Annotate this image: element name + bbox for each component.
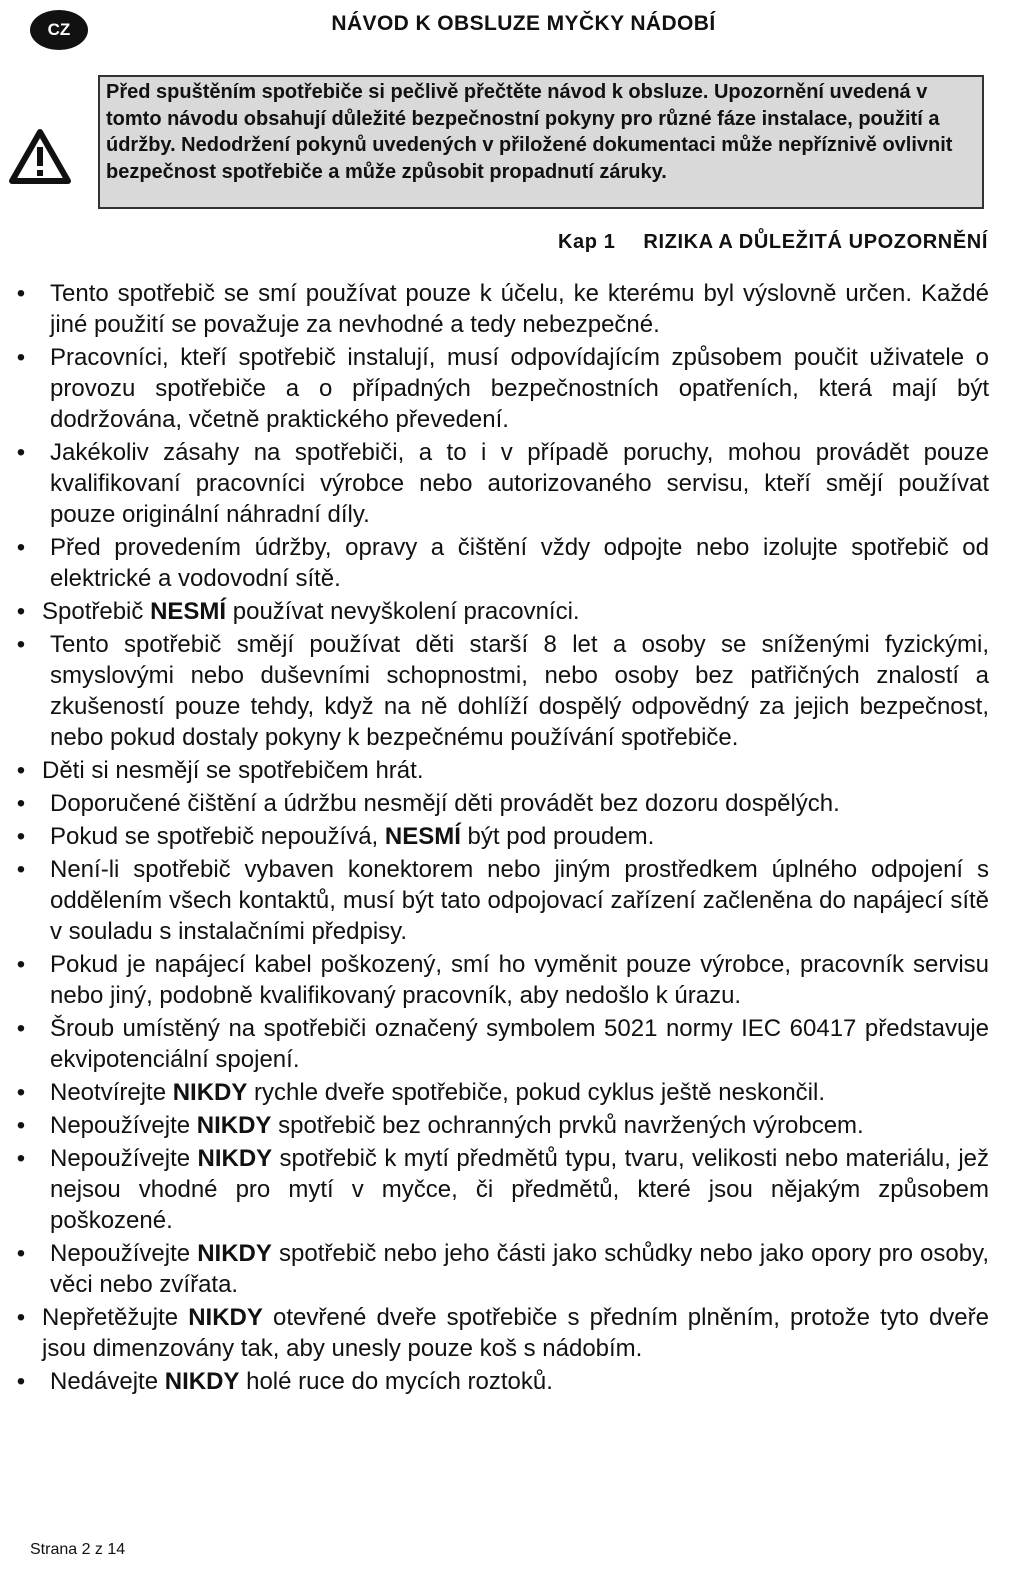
safety-warning-box [98, 75, 984, 209]
list-item [14, 821, 989, 852]
bullet-icon: • [16, 823, 26, 850]
item-emphasis: NIKDY [197, 1240, 272, 1267]
bullet-icon: • [16, 439, 26, 466]
list-item [14, 629, 989, 753]
item-text: Před provedením údržby, opravy a čištění vždy odpojte nebo izolujte spotřebič od elektrické a vodovodní sítě. [50, 534, 989, 592]
item-emphasis: NIKDY [188, 1304, 263, 1331]
item-emphasis: NIKDY [164, 1368, 240, 1395]
item-text: Tento spotřebič se smí používat pouze k účelu, ke kterému byl výslovně určen. Každé jiné použití se považuje za nevhodné a tedy nebezpečné. [50, 280, 989, 338]
item-text: Nepoužívejte [50, 1112, 197, 1139]
safety-warning-text: Před spuštěním spotřebiče si pečlivě přečtěte návod k obsluze. Upozornění uvedená v tomto návodu obsahují důležité bezpečnostní pokyny pro různé fáze instalace, použití a údržby. Nedodržení pokynů uvedených v přiložené dokumentaci může nepříznivě ovlivnit bezpečnost spotřebiče a může způsobit propadnutí záruky. [106, 81, 953, 183]
item-text: Není-li spotřebič vybaven konektorem nebo jiným prostředkem úplného odpojení s oddělením všech kontaktů, musí být tato odpojovací zařízení začleněna do napájecí sítě v souladu s instalačními předpisy. [50, 856, 989, 945]
item-text: Nedávejte [50, 1368, 165, 1395]
bullet-icon: • [16, 344, 26, 371]
chapter-title: RIZIKA A DŮLEŽITÁ UPOZORNĚNÍ [643, 231, 988, 253]
item-text: Spotřebič [42, 598, 151, 625]
bullet-icon: • [16, 790, 26, 817]
chapter-heading [558, 231, 988, 254]
list-item [14, 1238, 989, 1300]
item-text: Jakékoliv zásahy na spotřebiči, a to i v případě poruchy, mohou provádět pouze kvalifikovaní pracovníci výrobce nebo autorizovaného servisu, kteří smějí používat pouze originální náhradní díly. [50, 439, 989, 528]
item-text-end: holé ruce do mycích roztoků. [239, 1368, 553, 1395]
item-text-end: používat nevyškolení pracovníci. [226, 598, 580, 625]
list-item [14, 1013, 989, 1075]
bullet-icon: • [16, 631, 26, 658]
item-text: Neotvírejte [50, 1079, 173, 1106]
list-item [14, 949, 989, 1011]
item-text-end: spotřebič k mytí předmětů typu, tvaru, velikosti nebo materiálu, jež nejsou vhodné pro mytí v myčce, či předmětů, které jsou nějakým způsobem poškozené. [50, 1145, 989, 1234]
bullet-icon: • [16, 951, 26, 978]
bullet-icon: • [16, 1015, 26, 1042]
language-badge: CZ [30, 10, 88, 50]
bullet-icon: • [16, 1240, 26, 1267]
list-item [14, 532, 989, 594]
item-text-end: být pod proudem. [460, 823, 655, 850]
bullet-icon: • [16, 534, 26, 561]
bullet-icon: • [16, 1079, 26, 1106]
bullet-icon: • [16, 1112, 26, 1139]
list-item [14, 755, 989, 786]
list-item [14, 278, 989, 340]
list-item [14, 1366, 989, 1397]
item-text: Nepoužívejte [50, 1145, 198, 1172]
bullet-icon: • [16, 598, 26, 625]
item-emphasis: NESMÍ [150, 598, 227, 625]
document-title: NÁVOD K OBSLUZE MYČKY NÁDOBÍ [331, 12, 716, 35]
item-text: Doporučené čištění a údržbu nesmějí děti provádět bez dozoru dospělých. [50, 790, 840, 817]
list-item [14, 1302, 989, 1364]
item-text-end: otevřené dveře spotřebiče s předním plněním, protože tyto dveře jsou dimenzovány tak, aby unesly pouze koš s nádobím. [42, 1304, 989, 1362]
item-text-end: spotřebič nebo jeho části jako schůdky nebo jako opory pro osoby, věci nebo zvířata. [50, 1240, 989, 1298]
list-item [14, 1143, 989, 1236]
item-text: Nepřetěžujte [42, 1304, 189, 1331]
bullet-icon: • [16, 856, 26, 883]
list-item [14, 596, 989, 627]
list-item [14, 788, 989, 819]
list-item [14, 437, 989, 530]
item-text: Nepoužívejte [50, 1240, 198, 1267]
item-text: Pokud se spotřebič nepoužívá, [50, 823, 385, 850]
item-text: Pracovníci, kteří spotřebič instalují, musí odpovídajícím způsobem poučit uživatele o provozu spotřebiče a o případných bezpečnostních opatřeních, která mají být dodržována, včetně praktického převedení. [50, 344, 989, 433]
item-text: Šroub umístěný na spotřebiči označený symbolem 5021 normy IEC 60417 představuje ekvipotenciální spojení. [50, 1015, 989, 1073]
warning-triangle-icon [8, 128, 72, 186]
list-item [14, 1110, 989, 1141]
bullet-icon: • [16, 280, 26, 307]
item-emphasis: NIKDY [197, 1145, 273, 1172]
bullet-icon: • [16, 757, 26, 784]
item-text-end: spotřebič bez ochranných prvků navržených výrobcem. [271, 1112, 864, 1139]
page-number: Strana 2 z 14 [30, 1541, 126, 1558]
safety-list [14, 278, 989, 1399]
bullet-icon: • [16, 1368, 26, 1395]
list-item [14, 342, 989, 435]
item-emphasis: NIKDY [196, 1112, 272, 1139]
item-text: Tento spotřebič smějí používat děti starší 8 let a osoby se sníženými fyzickými, smyslovými nebo duševními schopnostmi, nebo osoby bez patřičných znalostí a zkušeností pouze tehdy, když na ně dohlíží dospělý odpovědný za jejich bezpečnost, nebo pokud dostaly pokyny k bezpečnému používání spotřebiče. [50, 631, 989, 751]
bullet-icon: • [16, 1304, 26, 1331]
chapter-number: Kap 1 [557, 231, 616, 253]
item-emphasis: NESMÍ [384, 823, 461, 850]
item-text: Děti si nesmějí se spotřebičem hrát. [42, 757, 424, 784]
list-item [14, 1077, 989, 1108]
item-text-end: rychle dveře spotřebiče, pokud cyklus ještě neskončil. [247, 1079, 826, 1106]
list-item [14, 854, 989, 947]
bullet-icon: • [16, 1145, 26, 1172]
item-text: Pokud je napájecí kabel poškozený, smí ho vyměnit pouze výrobce, pracovník servisu nebo jiný, podobně kvalifikovaný pracovník, aby nedošlo k úrazu. [50, 951, 989, 1009]
item-emphasis: NIKDY [172, 1079, 248, 1106]
